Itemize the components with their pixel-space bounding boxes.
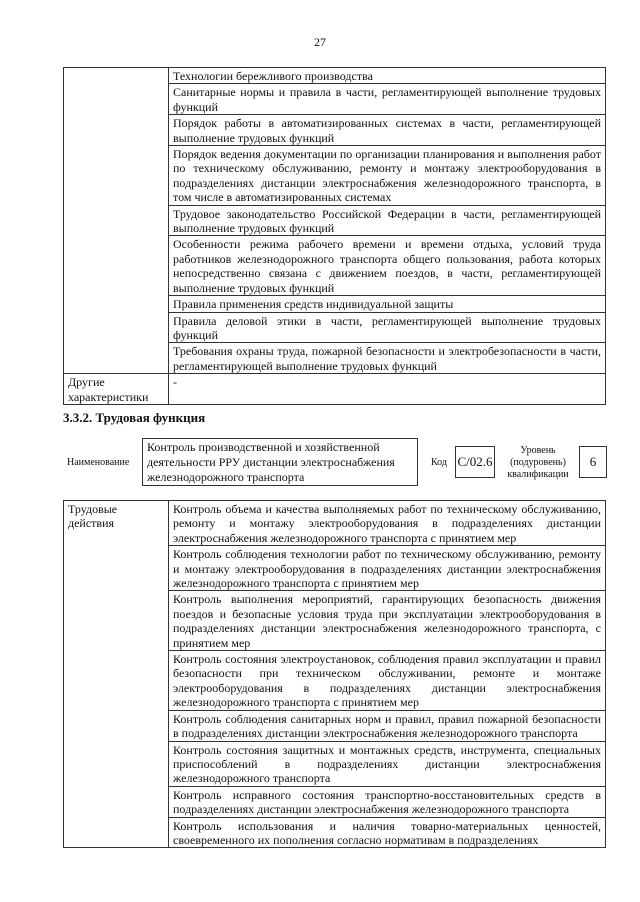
- knowledge-row: Требования охраны труда, пожарной безопасности и электробезопасности в части, регламентирующей выполнение трудовых функций: [169, 343, 606, 374]
- function-header: [63, 438, 606, 488]
- function-name-box: Контроль производственной и хозяйственной деятельности РРУ дистанции электроснабжения железнодорожного транспорта: [142, 438, 418, 486]
- other-characteristics-value: -: [169, 374, 606, 405]
- code-label: Код: [431, 457, 447, 468]
- function-level-box: 6: [579, 446, 607, 478]
- labor-action-row: Контроль исправного состояния транспортно-восстановительных средств в подразделениях дистанции электроснабжения железнодорожного транспорта: [169, 786, 606, 817]
- name-label: Наименование: [67, 457, 130, 468]
- page-number: 27: [314, 35, 326, 49]
- labor-action-row: Контроль состояния электроустановок, соблюдения правил эксплуатации и правил безопасности при техническом обслуживании, ремонте и монтаже электрооборудования в подразделениях дистанции электроснабжения железнодорожного транспорта с принятием мер: [169, 651, 606, 711]
- section-title: 3.3.2. Трудовая функция: [63, 410, 206, 425]
- knowledge-row: Правила применения средств индивидуальной защиты: [169, 296, 606, 312]
- knowledge-row: Порядок работы в автоматизированных системах в части, регламентирующей выполнение трудовых функций: [169, 115, 606, 146]
- knowledge-row: Порядок ведения документации по организации планирования и выполнения работ по техническому обслуживанию, ремонту и монтажу электрооборудования в подразделениях дистанции электроснабжения железнодорожного транспорта, в том числе в автоматизированных системах: [169, 146, 606, 206]
- other-characteristics-label: Другие характеристики: [64, 374, 169, 405]
- knowledge-row: Трудовое законодательство Российской Федерации в части, регламентирующей выполнение трудовых функций: [169, 205, 606, 236]
- labor-actions-table: [63, 500, 606, 848]
- level-label: Уровень (подуровень) квалификации: [507, 445, 569, 480]
- knowledge-row: Технологии бережливого производства: [169, 68, 606, 84]
- labor-action-row: Контроль объема и качества выполняемых работ по техническому обслуживанию, ремонту и монтажу электрооборудования в подразделениях дистанции электроснабжения железнодорожного транспорта с принятием мер: [169, 501, 606, 546]
- labor-action-row: Контроль использования и наличия товарно-материальных ценностей, своевременного их пополнения согласно нормативам в подразделениях: [169, 817, 606, 848]
- knowledge-row: Правила деловой этики в части, регламентирующей выполнение трудовых функций: [169, 312, 606, 343]
- knowledge-table-left-cell: [64, 68, 169, 374]
- labor-action-row: Контроль соблюдения технологии работ по техническому обслуживанию, ремонту и монтажу электрооборудования в подразделениях дистанции электроснабжения железнодорожного транспорта с принятием мер: [169, 546, 606, 591]
- labor-actions-label: Трудовые действия: [64, 501, 169, 848]
- labor-action-row: Контроль состояния защитных и монтажных средств, инструмента, специальных приспособлений в подразделениях дистанции электроснабжения железнодорожного транспорта: [169, 741, 606, 786]
- knowledge-row: Особенности режима рабочего времени и времени отдыха, условий труда работников железнодорожного транспорта общего пользования, работа которых непосредственно связана с движением поездов, в части, регламентирующей выполнение трудовых функций: [169, 236, 606, 296]
- labor-action-row: Контроль выполнения мероприятий, гарантирующих безопасность движения поездов и безопасные условия труда при эксплуатации электрооборудования в подразделениях дистанции электроснабжения железнодорожного транспорта, с принятием мер: [169, 591, 606, 651]
- knowledge-table: [63, 67, 606, 405]
- function-code-box: С/02.6: [455, 446, 495, 478]
- knowledge-row: Санитарные нормы и правила в части, регламентирующей выполнение трудовых функций: [169, 84, 606, 115]
- labor-action-row: Контроль соблюдения санитарных норм и правил, правил пожарной безопасности в подразделениях дистанции электроснабжения железнодорожного транспорта: [169, 710, 606, 741]
